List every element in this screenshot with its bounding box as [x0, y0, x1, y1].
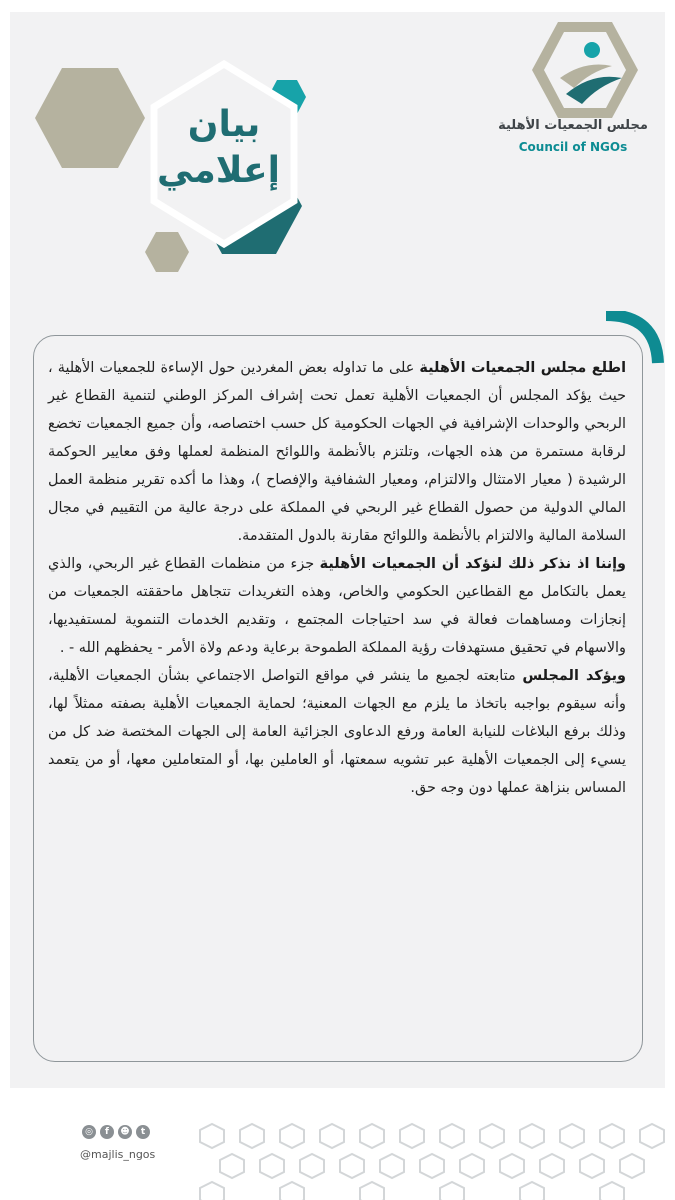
paragraph-3	[48, 662, 626, 802]
paragraph-1-lead: اطلع مجلس الجمعيات الأهلية	[419, 360, 626, 376]
council-logo-icon	[530, 20, 640, 120]
statement-title	[157, 102, 280, 194]
hexagon-olive-small	[145, 232, 189, 272]
statement-body	[48, 354, 626, 802]
paragraph-3-lead: ويؤكد المجلس	[522, 668, 626, 684]
title-line-2: إعلامي	[157, 150, 280, 191]
social-icons	[82, 1125, 150, 1139]
paragraph-1-text: على ما تداوله بعض المغردين حول الإساءة للجمعيات الأهلية ، حيث يؤكد المجلس أن الجمعيات الأهلية تعمل تحت إشراف المركز الوطني لتنمية القطاع غير الربحي والوحدات الإشرافية في الجهات الحكومية كل حسب اختصاصه، وأن جميع الجمعيات تخضع لرقابة مستمرة من هذه الجهات، وتلتزم بالأنظمة واللوائح المنظمة لعملها وفق معايير الحوكمة الرشيدة ( معيار الامتثال والالتزام، ومعيار الشفافية والإفصاح )، وهذا ما أكده تقرير منظمة العمل المالي الدولية من حصول القطاع غير الربحي في المملكة على درجة عالية من التقييم في مجال السلامة المالية والالتزام بالأنظمة واللوائح مقارنة بالدول المتقدمة.	[48, 360, 626, 544]
paragraph-1	[48, 354, 626, 550]
social-handle[interactable]: @majlis_ngos	[80, 1148, 156, 1161]
twitter-icon[interactable]: t	[136, 1125, 150, 1139]
paragraph-2-text: جزء من منظمات القطاع غير الربحي، والذي يعمل بالتكامل مع القطاعين الحكومي والخاص، وهذه التغريدات تتجاهل ماحققته الجمعيات من إنجازات ومساهمات فعالة في سد احتياجات المجتمع ، وتقديم الخدمات التنموية لمستفيديها، والاسهام في تحقيق مستهدفات رؤية المملكة الطموحة برعاية ودعم ولاة الأمر - يحفظهم الله - .	[48, 556, 626, 656]
instagram-icon[interactable]: ◎	[82, 1125, 96, 1139]
hexagon-pattern-icon	[190, 1110, 675, 1200]
snapchat-icon[interactable]: ☻	[118, 1125, 132, 1139]
paragraph-2	[48, 550, 626, 662]
paragraph-2-lead: وإننا اذ نذكر ذلك لنؤكد أن الجمعيات الأهلية	[319, 556, 626, 572]
hexagon-olive-large	[35, 68, 145, 168]
org-name-english: Council of NGOs	[518, 140, 628, 154]
org-name-arabic: مجلس الجمعيات الأهلية	[498, 118, 648, 133]
facebook-icon[interactable]: f	[100, 1125, 114, 1139]
paragraph-3-text: متابعته لجميع ما ينشر في مواقع التواصل الاجتماعي بشأن الجمعيات الأهلية، وأنه سيقوم بواجبه باتخاذ ما يلزم مع الجهات المعنية؛ لحماية الجمعيات الأهلية بصفته ممثلاً لها، وذلك برفع البلاغات للنيابة العامة ورفع الدعاوى الجزائية العامة إلى الجهات المختصة ضد كل من يسيء إلى الجمعيات الأهلية عبر تشويه سمعتها، أو العاملين بها، أو المتعاملين معها، أو من يتعمد المساس بنزاهة عملها دون وجه حق.	[48, 668, 626, 796]
title-line-1: بيان	[187, 104, 261, 145]
